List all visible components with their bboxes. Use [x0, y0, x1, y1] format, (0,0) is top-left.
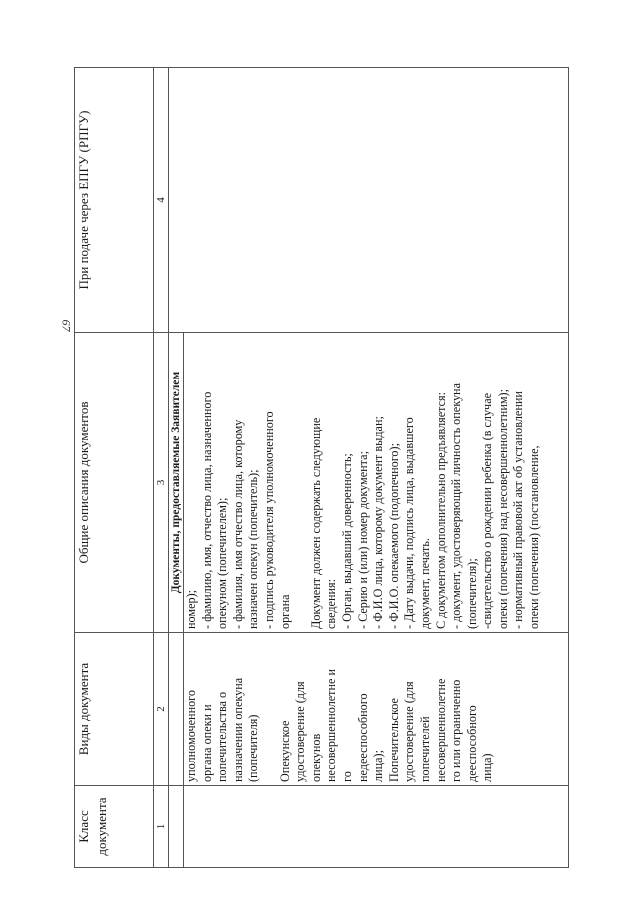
document-descriptions-cell: [184, 333, 569, 633]
document-type-line: органа опеки и: [199, 704, 214, 782]
document-type-line: опекунов: [308, 733, 323, 782]
blank-line: [262, 636, 278, 782]
column-number-row: [154, 68, 169, 868]
description-line: - Дату выдачи, подпись лица, выдавшего: [402, 417, 417, 629]
document-type-line: несовершеннолетне и: [324, 668, 339, 782]
description-line: Документ должен содержать следующие: [308, 417, 323, 629]
description-line: опекуном (попечителем);: [215, 497, 230, 629]
column-number: 2: [154, 633, 169, 786]
description-line: - фамилия, имя отчество лица, которому: [230, 419, 245, 629]
description-line: - подпись руководителя уполномоченного: [261, 411, 276, 629]
column-number: 1: [154, 786, 169, 868]
document-types-cell: [184, 633, 569, 786]
document-type-line: го или ограниченно: [449, 679, 464, 782]
document-type-line: несовершеннолетне: [433, 678, 448, 782]
description-line: - фамилию, имя, отчество лица, назначенного: [199, 391, 214, 629]
rotated-document-table: [74, 68, 582, 868]
document-type-line: назначении опекуна: [230, 677, 245, 782]
header-document-class: Класс документа: [75, 786, 154, 868]
blank-line: [293, 336, 309, 629]
empty-cell: [169, 633, 184, 786]
header-epgu-submission: При подаче через ЕПГУ (РПГУ): [75, 68, 154, 333]
document-type-line: удостоверение (для: [293, 681, 308, 782]
empty-cell: [169, 786, 184, 868]
section-title: Документы, предоставляемые Заявителем: [169, 333, 184, 633]
description-line: сведения:: [324, 579, 339, 629]
description-line: - Орган, выдавший доверенность;: [339, 453, 354, 629]
header-general-descriptions: Общие описания документов: [75, 333, 154, 633]
description-line: -свидетельство о рождении ребенка (в случае: [480, 392, 495, 629]
description-line: органа: [277, 594, 292, 629]
description-line: - документ, удостоверяющий личность опекуна: [449, 383, 464, 629]
description-line: (попечителя);: [464, 558, 479, 629]
documents-table: [74, 67, 569, 868]
document-type-line: дееспособного: [464, 705, 479, 782]
description-line: опеки (попечения) над несовершеннолетним);: [495, 388, 510, 629]
document-type-line: Попечительское: [386, 698, 401, 782]
description-line: С документом дополнительно предъявляется:: [433, 391, 448, 629]
description-line: опеки (попечения) (постановление,: [527, 445, 542, 629]
page-number: 67: [59, 319, 74, 332]
description-line: - нормативный правовой акт об установлении: [511, 391, 526, 629]
column-number: 3: [154, 333, 169, 633]
header-document-types: Виды документа: [75, 633, 154, 786]
document-type-line: удостоверение (для: [402, 681, 417, 782]
description-line: - Ф.И.О. опекаемого (подопечного);: [386, 443, 401, 629]
description-line: назначен опекун (попечитель);: [246, 469, 261, 629]
column-number: 4: [154, 68, 169, 333]
document-type-line: Опекунское: [277, 720, 292, 782]
document-type-line: лица): [480, 753, 495, 782]
description-line: - Ф.И.О лица, которому документ выдан;: [371, 416, 386, 629]
document-type-line: го: [339, 771, 354, 782]
description-line: номер);: [184, 589, 198, 629]
empty-cell: [169, 68, 569, 333]
document-type-line: (попечителя): [246, 714, 261, 782]
description-line: - Серию и (или) номер документа;: [355, 451, 370, 629]
document-type-line: недееспособного: [355, 693, 370, 782]
section-row: [169, 68, 184, 868]
document-type-line: лица);: [371, 750, 386, 782]
document-type-line: попечительства о: [215, 691, 230, 782]
document-type-line: попечителей: [417, 716, 432, 782]
document-type-line: уполномоченного: [184, 690, 198, 782]
description-line: документ, печать.: [417, 538, 432, 629]
document-class-cell: [184, 786, 569, 868]
table-header-row: [75, 68, 154, 868]
